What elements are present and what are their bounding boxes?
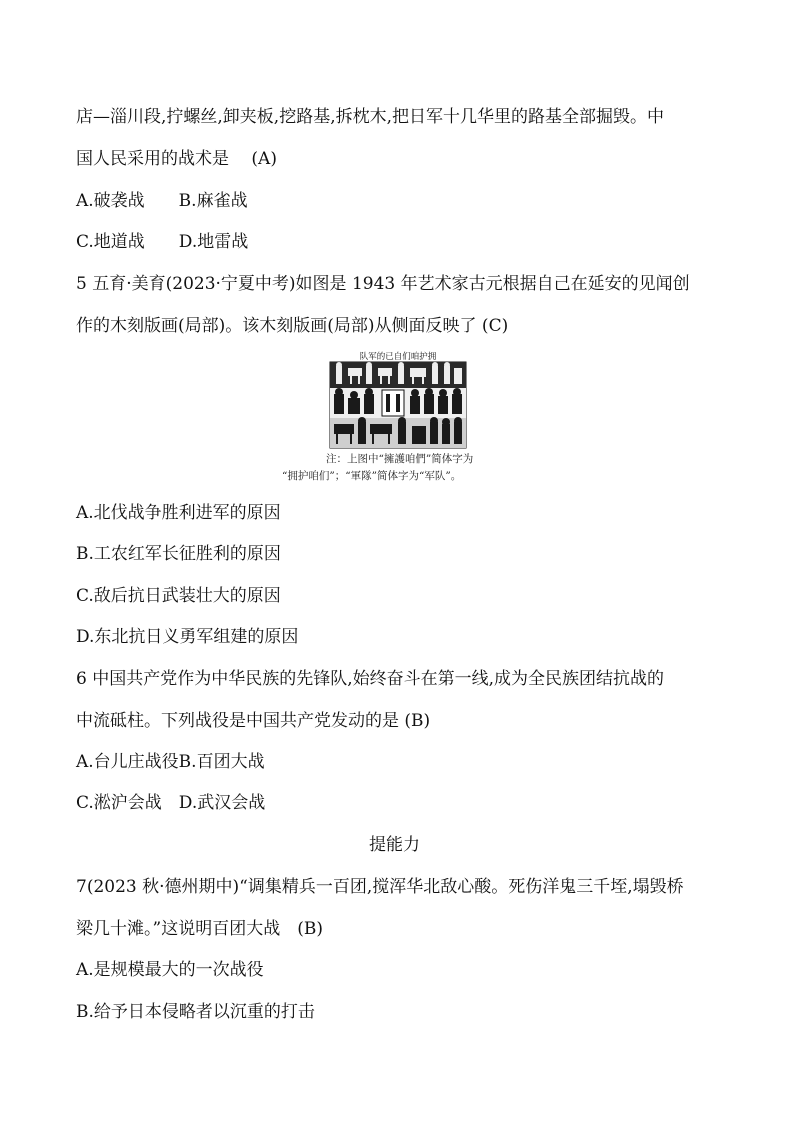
- question-7: 7(2023 秋·德州期中)“调集精兵一百团,搅浑华北敌心酸。死伤洋鬼三千垤,塌毁桥: [76, 877, 684, 897]
- option-line: C.地道战 D.地雷战: [76, 232, 249, 252]
- option-line: A.北伐战争胜利进军的原因: [76, 503, 281, 523]
- text-line: 国人民采用的战术是 (A): [76, 149, 277, 169]
- question-6: 6 中国共产党作为中华民族的先锋队,始终奋斗在第一线,成为全民族团结抗战的: [76, 669, 665, 689]
- text-line: 中流砥柱。下列战役是中国共产党发动的是 (B): [76, 711, 431, 731]
- woodcut-image: [326, 350, 470, 450]
- question-5: 5 五育·美育(2023·宁夏中考)如图是 1943 年艺术家古元根据自己在延安的见闻创: [76, 274, 690, 294]
- text-line: 店—淄川段,拧螺丝,卸夹板,挖路基,拆枕木,把日军十几华里的路基全部掘毁。中: [76, 107, 665, 127]
- option-line: A.是规模最大的一次战役: [76, 960, 264, 980]
- option-line: B.工农红军长征胜利的原因: [76, 544, 281, 564]
- figure-caption-title: 队军的已自们咱护拥: [359, 352, 437, 362]
- figure-note: “拥护咱们”；“軍隊”简体字为“军队”。: [282, 470, 462, 482]
- option-line: A.台儿庄战役B.百团大战: [76, 752, 265, 772]
- section-heading: 提能力: [369, 835, 420, 855]
- option-line: C.淞沪会战 D.武汉会战: [76, 793, 266, 813]
- option-line: B.给予日本侵略者以沉重的打击: [76, 1002, 315, 1022]
- option-line: C.敌后抗日武装壮大的原因: [76, 586, 281, 606]
- text-line: 作的木刻版画(局部)。该木刻版画(局部)从侧面反映了 (C): [76, 316, 509, 336]
- option-line: A.破袭战 B.麻雀战: [76, 191, 248, 211]
- option-line: D.东北抗日义勇军组建的原因: [76, 627, 299, 647]
- figure-note: 注：上图中“擁護咱們”简体字为: [326, 453, 474, 465]
- text-line: 梁几十滩。”这说明百团大战 (B): [76, 919, 323, 939]
